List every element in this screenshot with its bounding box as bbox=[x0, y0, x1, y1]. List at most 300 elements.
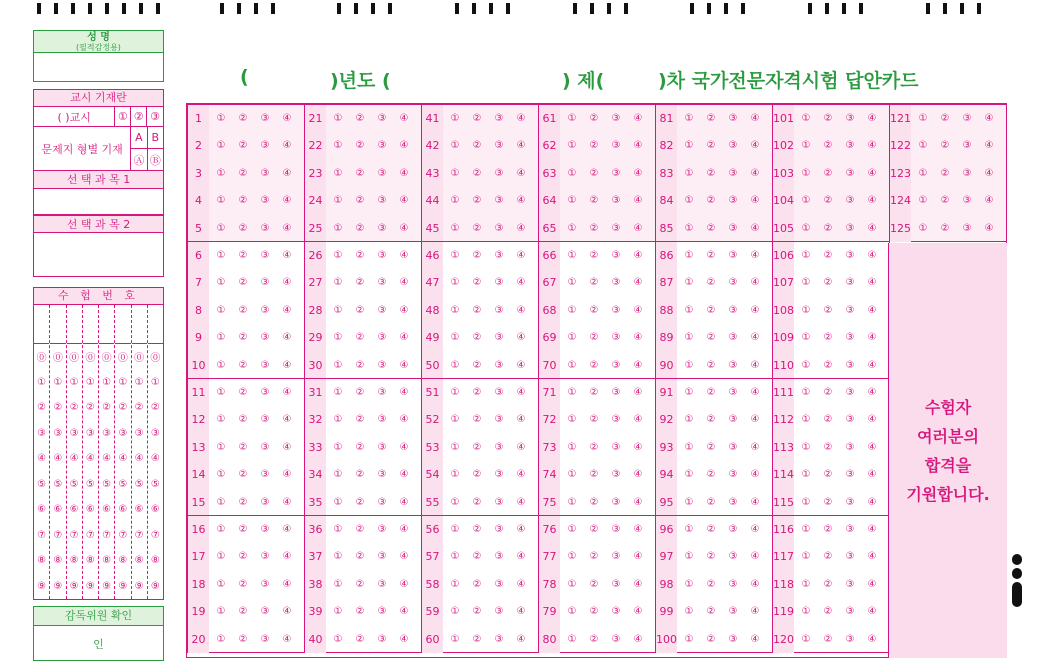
answer-bubble[interactable]: ③ bbox=[611, 633, 621, 645]
type-mark-b[interactable]: Ⓑ bbox=[149, 153, 161, 167]
answer-bubble[interactable]: ③ bbox=[377, 606, 387, 618]
answer-bubble[interactable]: ③ bbox=[611, 469, 621, 481]
exam-digit-bubble[interactable]: ⑥ bbox=[53, 504, 63, 516]
answer-bubble[interactable]: ① bbox=[567, 606, 577, 618]
answer-bubble[interactable]: ② bbox=[706, 606, 716, 618]
answer-bubble[interactable]: ③ bbox=[260, 304, 270, 316]
answer-bubble[interactable]: ② bbox=[706, 414, 716, 426]
answer-bubble[interactable]: ② bbox=[355, 496, 365, 508]
answer-bubble[interactable]: ③ bbox=[611, 277, 621, 289]
answer-bubble[interactable]: ① bbox=[216, 441, 226, 453]
answer-bubble[interactable]: ① bbox=[567, 332, 577, 344]
answer-bubble[interactable]: ① bbox=[684, 113, 694, 124]
answer-bubble[interactable]: ③ bbox=[611, 441, 621, 453]
answer-bubble[interactable]: ③ bbox=[494, 633, 504, 645]
answer-bubble[interactable]: ③ bbox=[728, 524, 738, 535]
answer-bubble[interactable]: ② bbox=[355, 167, 365, 179]
exam-number-write-cell[interactable] bbox=[115, 305, 130, 344]
answer-bubble[interactable]: ① bbox=[801, 496, 811, 508]
answer-bubble[interactable]: ④ bbox=[867, 167, 877, 179]
exam-digit-bubble[interactable]: ② bbox=[150, 402, 160, 414]
session-option-2[interactable]: ② bbox=[131, 107, 147, 126]
answer-bubble[interactable]: ④ bbox=[399, 304, 409, 316]
answer-bubble[interactable]: ② bbox=[823, 551, 833, 563]
answer-bubble[interactable]: ③ bbox=[494, 167, 504, 179]
exam-digit-bubble[interactable]: ③ bbox=[118, 427, 128, 439]
answer-bubble[interactable]: ③ bbox=[845, 496, 855, 508]
answer-bubble[interactable]: ② bbox=[472, 469, 482, 481]
answer-bubble[interactable]: ① bbox=[216, 140, 226, 152]
answer-bubble[interactable]: ③ bbox=[494, 195, 504, 207]
answer-bubble[interactable]: ④ bbox=[867, 524, 877, 535]
answer-bubble[interactable]: ④ bbox=[282, 113, 292, 124]
answer-bubble[interactable]: ④ bbox=[516, 387, 526, 398]
answer-bubble[interactable]: ④ bbox=[633, 195, 643, 207]
answer-bubble[interactable]: ③ bbox=[494, 524, 504, 535]
answer-bubble[interactable]: ① bbox=[801, 113, 811, 124]
answer-bubble[interactable]: ④ bbox=[750, 277, 760, 289]
answer-bubble[interactable]: ④ bbox=[633, 250, 643, 261]
answer-bubble[interactable]: ② bbox=[472, 551, 482, 563]
answer-bubble[interactable]: ③ bbox=[377, 332, 387, 344]
answer-bubble[interactable]: ③ bbox=[260, 496, 270, 508]
answer-bubble[interactable]: ④ bbox=[516, 140, 526, 152]
exam-digit-bubble[interactable]: ⑦ bbox=[134, 529, 144, 541]
exam-digit-bubble[interactable]: ⑨ bbox=[69, 580, 79, 592]
exam-digit-bubble[interactable]: ④ bbox=[69, 453, 79, 465]
answer-bubble[interactable]: ① bbox=[333, 250, 343, 261]
supervisor-seal[interactable]: 인 bbox=[93, 638, 104, 651]
answer-bubble[interactable]: ① bbox=[684, 359, 694, 371]
answer-bubble[interactable]: ① bbox=[801, 304, 811, 316]
exam-digit-bubble[interactable]: ② bbox=[118, 402, 128, 414]
exam-digit-bubble[interactable]: ③ bbox=[53, 427, 63, 439]
answer-bubble[interactable]: ① bbox=[216, 250, 226, 261]
answer-bubble[interactable]: ② bbox=[238, 633, 248, 645]
answer-bubble[interactable]: ② bbox=[706, 304, 716, 316]
answer-bubble[interactable]: ① bbox=[333, 167, 343, 179]
answer-bubble[interactable]: ③ bbox=[494, 551, 504, 563]
answer-bubble[interactable]: ④ bbox=[750, 167, 760, 179]
answer-bubble[interactable]: ③ bbox=[377, 414, 387, 426]
answer-bubble[interactable]: ④ bbox=[633, 469, 643, 481]
exam-digit-bubble[interactable]: ② bbox=[69, 402, 79, 414]
answer-bubble[interactable]: ③ bbox=[494, 496, 504, 508]
answer-bubble[interactable]: ② bbox=[355, 469, 365, 481]
answer-bubble[interactable]: ② bbox=[823, 633, 833, 645]
answer-bubble[interactable]: ① bbox=[216, 606, 226, 618]
answer-bubble[interactable]: ① bbox=[567, 414, 577, 426]
answer-bubble[interactable]: ② bbox=[238, 250, 248, 261]
answer-bubble[interactable]: ② bbox=[589, 359, 599, 371]
answer-bubble[interactable]: ① bbox=[450, 578, 460, 590]
answer-bubble[interactable]: ④ bbox=[516, 414, 526, 426]
exam-digit-bubble[interactable]: ③ bbox=[85, 427, 95, 439]
answer-bubble[interactable]: ③ bbox=[728, 304, 738, 316]
answer-bubble[interactable]: ③ bbox=[728, 387, 738, 398]
answer-bubble[interactable]: ③ bbox=[611, 414, 621, 426]
exam-number-write-cell[interactable] bbox=[50, 305, 65, 344]
exam-digit-bubble[interactable]: ⑨ bbox=[85, 580, 95, 592]
answer-bubble[interactable]: ① bbox=[801, 469, 811, 481]
answer-bubble[interactable]: ④ bbox=[282, 222, 292, 234]
answer-bubble[interactable]: ④ bbox=[399, 359, 409, 371]
exam-digit-bubble[interactable]: ⑧ bbox=[37, 555, 47, 567]
answer-bubble[interactable]: ④ bbox=[633, 551, 643, 563]
answer-bubble[interactable]: ② bbox=[355, 222, 365, 234]
exam-digit-bubble[interactable]: ③ bbox=[37, 427, 47, 439]
answer-bubble[interactable]: ② bbox=[238, 551, 248, 563]
answer-bubble[interactable]: ③ bbox=[728, 441, 738, 453]
answer-bubble[interactable]: ① bbox=[801, 222, 811, 234]
exam-number-write-cell[interactable] bbox=[99, 305, 114, 344]
answer-bubble[interactable]: ④ bbox=[516, 606, 526, 618]
answer-bubble[interactable]: ② bbox=[238, 332, 248, 344]
exam-digit-bubble[interactable]: ① bbox=[37, 376, 47, 388]
answer-bubble[interactable]: ③ bbox=[494, 113, 504, 124]
answer-bubble[interactable]: ② bbox=[238, 441, 248, 453]
answer-bubble[interactable]: ④ bbox=[282, 195, 292, 207]
answer-bubble[interactable]: ② bbox=[238, 606, 248, 618]
answer-bubble[interactable]: ② bbox=[238, 414, 248, 426]
answer-bubble[interactable]: ① bbox=[216, 304, 226, 316]
answer-bubble[interactable]: ④ bbox=[750, 496, 760, 508]
answer-bubble[interactable]: ③ bbox=[611, 387, 621, 398]
exam-digit-bubble[interactable]: ⑨ bbox=[150, 580, 160, 592]
exam-digit-bubble[interactable]: ⓪ bbox=[69, 353, 80, 365]
answer-bubble[interactable]: ④ bbox=[399, 606, 409, 618]
answer-bubble[interactable]: ② bbox=[472, 195, 482, 207]
exam-digit-bubble[interactable]: ⑨ bbox=[53, 580, 63, 592]
answer-bubble[interactable]: ① bbox=[567, 441, 577, 453]
answer-bubble[interactable]: ② bbox=[472, 304, 482, 316]
answer-bubble[interactable]: ③ bbox=[728, 414, 738, 426]
exam-digit-bubble[interactable]: ⑥ bbox=[37, 504, 47, 516]
answer-bubble[interactable]: ④ bbox=[750, 606, 760, 618]
answer-bubble[interactable]: ① bbox=[684, 606, 694, 618]
answer-bubble[interactable]: ① bbox=[450, 551, 460, 563]
answer-bubble[interactable]: ③ bbox=[260, 633, 270, 645]
answer-bubble[interactable]: ④ bbox=[399, 277, 409, 289]
answer-bubble[interactable]: ③ bbox=[962, 113, 972, 124]
answer-bubble[interactable]: ④ bbox=[750, 578, 760, 590]
answer-bubble[interactable]: ② bbox=[238, 359, 248, 371]
answer-bubble[interactable]: ① bbox=[216, 496, 226, 508]
answer-bubble[interactable]: ③ bbox=[728, 167, 738, 179]
answer-bubble[interactable]: ② bbox=[355, 551, 365, 563]
answer-bubble[interactable]: ② bbox=[238, 113, 248, 124]
answer-bubble[interactable]: ③ bbox=[260, 606, 270, 618]
answer-bubble[interactable]: ④ bbox=[633, 304, 643, 316]
answer-bubble[interactable]: ① bbox=[450, 113, 460, 124]
answer-bubble[interactable]: ① bbox=[801, 578, 811, 590]
answer-bubble[interactable]: ① bbox=[684, 304, 694, 316]
answer-bubble[interactable]: ③ bbox=[260, 113, 270, 124]
answer-bubble[interactable]: ② bbox=[472, 496, 482, 508]
answer-bubble[interactable]: ② bbox=[589, 469, 599, 481]
answer-bubble[interactable]: ② bbox=[706, 250, 716, 261]
answer-bubble[interactable]: ④ bbox=[633, 167, 643, 179]
answer-bubble[interactable]: ① bbox=[333, 414, 343, 426]
answer-bubble[interactable]: ④ bbox=[867, 277, 877, 289]
answer-bubble[interactable]: ① bbox=[684, 524, 694, 535]
answer-bubble[interactable]: ② bbox=[823, 332, 833, 344]
answer-bubble[interactable]: ② bbox=[940, 140, 950, 152]
answer-bubble[interactable]: ④ bbox=[867, 250, 877, 261]
exam-number-write-cell[interactable] bbox=[34, 305, 49, 344]
subject1-field[interactable] bbox=[34, 189, 163, 215]
answer-bubble[interactable]: ③ bbox=[377, 578, 387, 590]
answer-bubble[interactable]: ③ bbox=[728, 195, 738, 207]
answer-bubble[interactable]: ② bbox=[589, 332, 599, 344]
answer-bubble[interactable]: ② bbox=[589, 387, 599, 398]
answer-bubble[interactable]: ① bbox=[567, 496, 577, 508]
answer-bubble[interactable]: ② bbox=[823, 414, 833, 426]
answer-bubble[interactable]: ① bbox=[801, 414, 811, 426]
exam-digit-bubble[interactable]: ① bbox=[102, 376, 112, 388]
answer-bubble[interactable]: ③ bbox=[377, 496, 387, 508]
answer-bubble[interactable]: ② bbox=[589, 304, 599, 316]
answer-bubble[interactable]: ④ bbox=[282, 606, 292, 618]
answer-bubble[interactable]: ④ bbox=[867, 441, 877, 453]
exam-digit-bubble[interactable]: ② bbox=[85, 402, 95, 414]
answer-bubble[interactable]: ① bbox=[216, 113, 226, 124]
answer-bubble[interactable]: ③ bbox=[260, 195, 270, 207]
answer-bubble[interactable]: ② bbox=[355, 195, 365, 207]
answer-bubble[interactable]: ② bbox=[472, 606, 482, 618]
answer-bubble[interactable]: ④ bbox=[282, 496, 292, 508]
answer-bubble[interactable]: ① bbox=[450, 524, 460, 535]
answer-bubble[interactable]: ② bbox=[706, 469, 716, 481]
answer-bubble[interactable]: ④ bbox=[399, 222, 409, 234]
answer-bubble[interactable]: ④ bbox=[399, 414, 409, 426]
exam-digit-bubble[interactable]: ⑨ bbox=[134, 580, 144, 592]
answer-bubble[interactable]: ① bbox=[918, 195, 928, 207]
answer-bubble[interactable]: ② bbox=[823, 606, 833, 618]
answer-bubble[interactable]: ④ bbox=[633, 524, 643, 535]
answer-bubble[interactable]: ④ bbox=[867, 140, 877, 152]
exam-digit-bubble[interactable]: ④ bbox=[118, 453, 128, 465]
answer-bubble[interactable]: ② bbox=[823, 113, 833, 124]
answer-bubble[interactable]: ④ bbox=[516, 524, 526, 535]
answer-bubble[interactable]: ① bbox=[333, 113, 343, 124]
answer-bubble[interactable]: ③ bbox=[611, 496, 621, 508]
answer-bubble[interactable]: ① bbox=[333, 441, 343, 453]
answer-bubble[interactable]: ③ bbox=[962, 222, 972, 234]
answer-bubble[interactable]: ④ bbox=[750, 222, 760, 234]
answer-bubble[interactable]: ③ bbox=[611, 113, 621, 124]
exam-digit-bubble[interactable]: ② bbox=[102, 402, 112, 414]
exam-digit-bubble[interactable]: ② bbox=[37, 402, 47, 414]
answer-bubble[interactable]: ② bbox=[238, 222, 248, 234]
answer-bubble[interactable]: ① bbox=[450, 250, 460, 261]
answer-bubble[interactable]: ④ bbox=[399, 524, 409, 535]
answer-bubble[interactable]: ① bbox=[684, 441, 694, 453]
answer-bubble[interactable]: ④ bbox=[867, 469, 877, 481]
answer-bubble[interactable]: ② bbox=[472, 140, 482, 152]
answer-bubble[interactable]: ② bbox=[940, 195, 950, 207]
answer-bubble[interactable]: ③ bbox=[728, 469, 738, 481]
answer-bubble[interactable]: ② bbox=[589, 195, 599, 207]
exam-digit-bubble[interactable]: ① bbox=[118, 376, 128, 388]
answer-bubble[interactable]: ④ bbox=[867, 195, 877, 207]
answer-bubble[interactable]: ③ bbox=[728, 113, 738, 124]
answer-bubble[interactable]: ④ bbox=[516, 578, 526, 590]
exam-digit-bubble[interactable]: ⑥ bbox=[85, 504, 95, 516]
exam-digit-bubble[interactable]: ⑤ bbox=[85, 478, 95, 490]
answer-bubble[interactable]: ② bbox=[238, 195, 248, 207]
answer-bubble[interactable]: ④ bbox=[399, 551, 409, 563]
answer-bubble[interactable]: ④ bbox=[750, 195, 760, 207]
answer-bubble[interactable]: ④ bbox=[516, 304, 526, 316]
answer-bubble[interactable]: ④ bbox=[750, 524, 760, 535]
answer-bubble[interactable]: ② bbox=[355, 578, 365, 590]
answer-bubble[interactable]: ④ bbox=[984, 140, 994, 152]
name-box[interactable] bbox=[33, 30, 164, 82]
answer-bubble[interactable]: ① bbox=[333, 496, 343, 508]
answer-bubble[interactable]: ① bbox=[918, 167, 928, 179]
answer-bubble[interactable]: ③ bbox=[611, 250, 621, 261]
answer-bubble[interactable]: ① bbox=[567, 113, 577, 124]
exam-digit-bubble[interactable]: ④ bbox=[37, 453, 47, 465]
exam-digit-bubble[interactable]: ④ bbox=[134, 453, 144, 465]
answer-bubble[interactable]: ① bbox=[684, 496, 694, 508]
answer-bubble[interactable]: ① bbox=[567, 304, 577, 316]
answer-bubble[interactable]: ④ bbox=[282, 551, 292, 563]
answer-bubble[interactable]: ② bbox=[589, 277, 599, 289]
answer-bubble[interactable]: ① bbox=[567, 387, 577, 398]
answer-bubble[interactable]: ② bbox=[355, 387, 365, 398]
answer-bubble[interactable]: ③ bbox=[845, 524, 855, 535]
exam-digit-bubble[interactable]: ⑥ bbox=[69, 504, 79, 516]
answer-bubble[interactable]: ② bbox=[823, 277, 833, 289]
answer-bubble[interactable]: ④ bbox=[399, 387, 409, 398]
exam-digit-bubble[interactable]: ⑧ bbox=[85, 555, 95, 567]
answer-bubble[interactable]: ① bbox=[216, 551, 226, 563]
answer-bubble[interactable]: ④ bbox=[750, 304, 760, 316]
answer-bubble[interactable]: ① bbox=[684, 195, 694, 207]
answer-bubble[interactable]: ④ bbox=[750, 414, 760, 426]
exam-digit-bubble[interactable]: ⑥ bbox=[150, 504, 160, 516]
exam-digit-bubble[interactable]: ① bbox=[53, 376, 63, 388]
answer-bubble[interactable]: ① bbox=[801, 277, 811, 289]
answer-bubble[interactable]: ④ bbox=[282, 332, 292, 344]
answer-bubble[interactable]: ① bbox=[801, 250, 811, 261]
exam-digit-bubble[interactable]: ① bbox=[150, 376, 160, 388]
answer-bubble[interactable]: ④ bbox=[516, 359, 526, 371]
answer-bubble[interactable]: ③ bbox=[845, 578, 855, 590]
answer-bubble[interactable]: ③ bbox=[611, 332, 621, 344]
answer-bubble[interactable]: ① bbox=[684, 332, 694, 344]
exam-digit-bubble[interactable]: ③ bbox=[69, 427, 79, 439]
answer-bubble[interactable]: ③ bbox=[494, 578, 504, 590]
answer-bubble[interactable]: ④ bbox=[282, 277, 292, 289]
answer-bubble[interactable]: ① bbox=[450, 332, 460, 344]
answer-bubble[interactable]: ④ bbox=[867, 387, 877, 398]
exam-digit-bubble[interactable]: ⑤ bbox=[69, 478, 79, 490]
exam-digit-bubble[interactable]: ② bbox=[134, 402, 144, 414]
answer-bubble[interactable]: ③ bbox=[377, 387, 387, 398]
exam-digit-bubble[interactable]: ⓪ bbox=[85, 353, 96, 365]
answer-bubble[interactable]: ② bbox=[589, 250, 599, 261]
exam-number-write-cell[interactable] bbox=[132, 305, 147, 344]
answer-bubble[interactable]: ③ bbox=[611, 359, 621, 371]
answer-bubble[interactable]: ④ bbox=[984, 222, 994, 234]
answer-bubble[interactable]: ① bbox=[567, 524, 577, 535]
answer-bubble[interactable]: ② bbox=[472, 633, 482, 645]
answer-bubble[interactable]: ① bbox=[801, 359, 811, 371]
answer-bubble[interactable]: ④ bbox=[867, 113, 877, 124]
answer-bubble[interactable]: ③ bbox=[845, 359, 855, 371]
answer-bubble[interactable]: ② bbox=[238, 304, 248, 316]
answer-bubble[interactable]: ④ bbox=[516, 441, 526, 453]
answer-bubble[interactable]: ① bbox=[333, 359, 343, 371]
answer-bubble[interactable]: ③ bbox=[728, 551, 738, 563]
answer-bubble[interactable]: ① bbox=[333, 387, 343, 398]
answer-bubble[interactable]: ③ bbox=[377, 277, 387, 289]
answer-bubble[interactable]: ② bbox=[706, 524, 716, 535]
answer-bubble[interactable]: ④ bbox=[399, 496, 409, 508]
answer-bubble[interactable]: ④ bbox=[867, 359, 877, 371]
answer-bubble[interactable]: ① bbox=[216, 578, 226, 590]
answer-bubble[interactable]: ① bbox=[216, 633, 226, 645]
answer-bubble[interactable]: ① bbox=[684, 578, 694, 590]
answer-bubble[interactable]: ④ bbox=[867, 222, 877, 234]
answer-bubble[interactable]: ② bbox=[706, 140, 716, 152]
exam-number-write-cell[interactable] bbox=[148, 305, 163, 344]
answer-bubble[interactable]: ④ bbox=[750, 387, 760, 398]
answer-bubble[interactable]: ② bbox=[238, 167, 248, 179]
answer-bubble[interactable]: ① bbox=[684, 551, 694, 563]
answer-bubble[interactable]: ④ bbox=[399, 113, 409, 124]
answer-bubble[interactable]: ② bbox=[355, 277, 365, 289]
answer-bubble[interactable]: ① bbox=[567, 222, 577, 234]
answer-bubble[interactable]: ① bbox=[333, 332, 343, 344]
answer-bubble[interactable]: ③ bbox=[845, 441, 855, 453]
answer-bubble[interactable]: ③ bbox=[377, 140, 387, 152]
exam-digit-bubble[interactable]: ⓪ bbox=[52, 353, 63, 365]
answer-bubble[interactable]: ④ bbox=[867, 304, 877, 316]
answer-bubble[interactable]: ② bbox=[589, 222, 599, 234]
answer-bubble[interactable]: ④ bbox=[399, 195, 409, 207]
exam-digit-bubble[interactable]: ⑧ bbox=[102, 555, 112, 567]
answer-bubble[interactable]: ③ bbox=[728, 140, 738, 152]
answer-bubble[interactable]: ② bbox=[823, 250, 833, 261]
answer-bubble[interactable]: ① bbox=[333, 551, 343, 563]
answer-bubble[interactable]: ② bbox=[706, 387, 716, 398]
answer-bubble[interactable]: ① bbox=[684, 633, 694, 645]
answer-bubble[interactable]: ③ bbox=[494, 606, 504, 618]
answer-bubble[interactable]: ① bbox=[216, 359, 226, 371]
answer-bubble[interactable]: ① bbox=[333, 277, 343, 289]
answer-bubble[interactable]: ① bbox=[801, 387, 811, 398]
answer-bubble[interactable]: ② bbox=[238, 524, 248, 535]
answer-bubble[interactable]: ④ bbox=[867, 496, 877, 508]
session-option-1[interactable]: ① bbox=[115, 107, 131, 126]
exam-digit-bubble[interactable]: ③ bbox=[134, 427, 144, 439]
exam-digit-bubble[interactable]: ④ bbox=[53, 453, 63, 465]
answer-bubble[interactable]: ④ bbox=[516, 113, 526, 124]
answer-bubble[interactable]: ① bbox=[567, 277, 577, 289]
answer-bubble[interactable]: ② bbox=[823, 387, 833, 398]
answer-bubble[interactable]: ③ bbox=[845, 195, 855, 207]
answer-bubble[interactable]: ① bbox=[801, 524, 811, 535]
answer-bubble[interactable]: ② bbox=[823, 469, 833, 481]
answer-bubble[interactable]: ③ bbox=[728, 277, 738, 289]
answer-bubble[interactable]: ④ bbox=[633, 441, 643, 453]
answer-bubble[interactable]: ② bbox=[355, 441, 365, 453]
answer-bubble[interactable]: ① bbox=[801, 441, 811, 453]
